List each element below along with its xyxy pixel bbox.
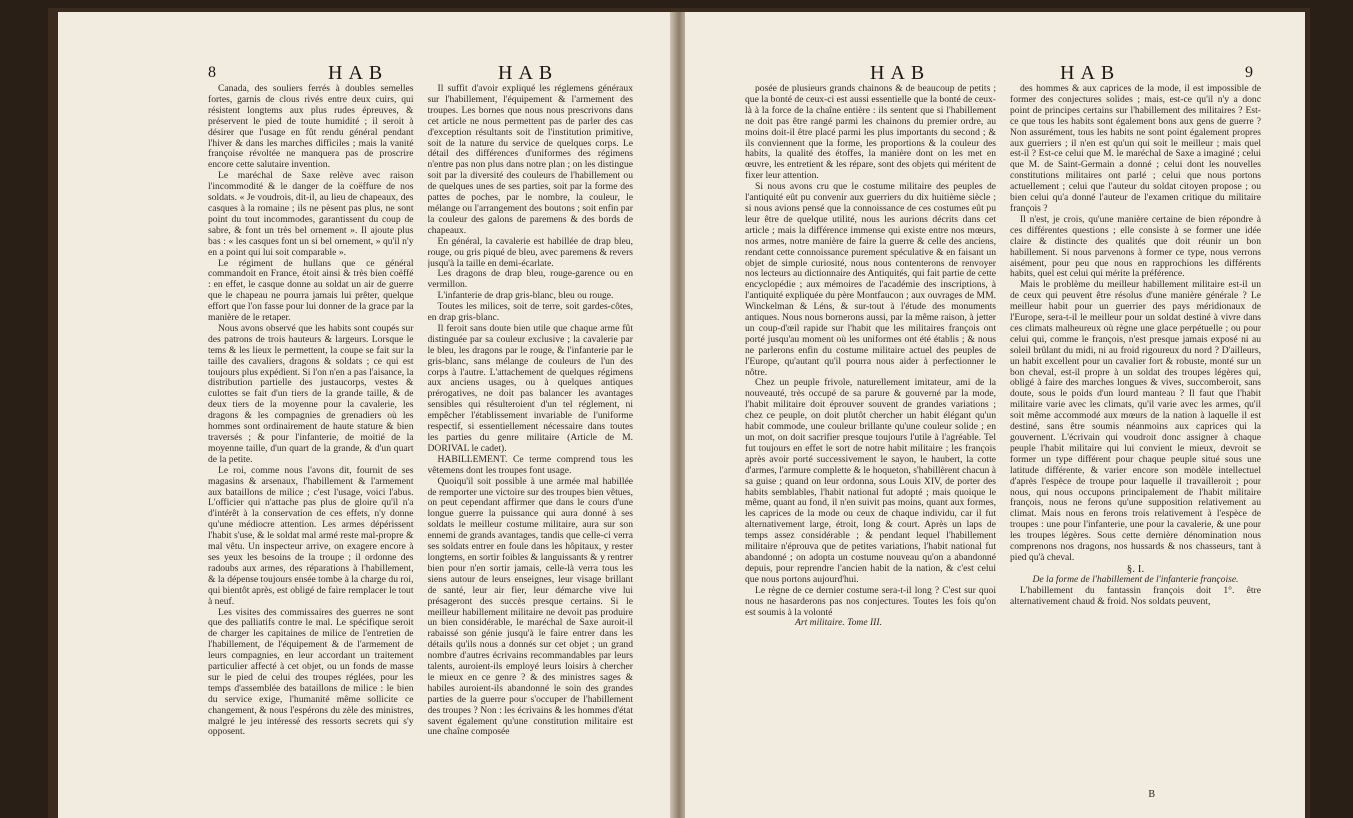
paragraph: Les visites des commissaires des guerres ne sont que des palliatifs contre le mal. Le spécifique seroit de charger les capitaines de milice de l'entretien de l'habillement, de l'équipement & de l'armement de leurs compagnies, en leur accordant un traitement particulier affecté à cet objet, ou un fonds de masse sur le pied de celui des troupes réglées, pour les temps d'assemblée des bataillons de milice : le bien du service exige, l'humanité même sollicite ce changement, & nous l'espérons du zèle des ministres, malgré le jeu intéressé des ressorts secrets qui s'y opposent. (208, 606, 414, 738)
right-column-1-body (745, 84, 996, 618)
running-head-right-2: HAB (1060, 62, 1121, 84)
running-head-left-2: HAB (498, 62, 559, 84)
paragraph: HABILLEMENT. Ce terme comprend tous les vêtemens dont les troupes font usage. (427, 453, 633, 476)
paragraph: des hommes & aux caprices de la mode, il est impossible de former des conjectures solides ; mais, est-ce qu'il n'y a donc point de principes certains sur l'habillement des militaires ? Est-ce que tous les habits sont également bons aux gens de guerre ? Non assurément, tous les habits ne sont point également propres aux guerriers ; il n'en est qu'un qui soit le meilleur ; mais quel est-il ? Est-ce celui que M. le maréchal de Saxe a imaginé ; celui que M. de Saint-Germain a donné ; celui dont les nouvelles constitutions militaires ont parlé ; celui que nous portons actuellement ; celui que l'auteur du soldat citoyen propose ; ou bien celui qu'a donné l'auteur de l'examen critique du militaire françois ? (1010, 84, 1261, 214)
left-column-1 (208, 84, 414, 774)
running-head-right: HAB (870, 62, 931, 84)
paragraph: Canada, des souliers ferrés à doubles semelles fortes, garnis de clous rivés entre deux cuirs, qui résistent longtems aux plus rudes épreuves, & préservent le pied de toute humidité ; il seroit à désirer que l'usage en fût rendu général pendant l'hiver & dans les marches difficiles ; mais la vanité françoise révoltée ne manquera pas de proscrire encore cette salutaire invention. (208, 84, 414, 171)
signature-mark: B (1148, 789, 1155, 800)
paragraph: Il n'est, je crois, qu'une manière certaine de bien répondre à ces différentes questions ; elle consiste à se former une idée claire & distincte des qualités que doit réunir un bon habillement. Si nous parvenons à former ce type, nous verrons aisément, pour peu que nous en rapprochions les différents habits, quel est celui qui mérite la préférence. (1010, 213, 1261, 280)
paragraph: Le règne de ce dernier costume sera-t-il long ? C'est sur quoi nous ne hasarderons pas nos conjectures. Toutes les fois qu'on est soumis à la volonté (745, 584, 996, 618)
paragraph: posée de plusieurs grands chainons & de beaucoup de petits ; que la bonté de ceux-ci est aussi essentielle que la bonté de ceux-là à la force de la chaîne entière : ils sentent que si l'habillement ne doit pas être rangé parmi les chainons du premier ordre, au moins doit-il être placé parmi les plus importants du second ; & ils conviennent que la forme, les proportions & la couleur des habits, la qualité des étoffes, la manière dont on les met en œuvre, les entretient & les répare, sont des objets qui méritent de fixer leur attention. (745, 84, 996, 182)
left-column-2 (428, 84, 634, 774)
paragraph: Le maréchal de Saxe relève avec raison l'incommodité & le danger de la coëffure de nos soldats. « Je voudrois, dit-il, au lieu de chapeaux, des casques à la romaine ; ils ne pèsent pas plus, ne sont point du tout incommodes, garantissent du coup de sabre, & font un très bel ornement ». Il ajoute plus bas : « les casques font un si bel ornement, » qu'il n'y en a point qui lui soit comparable ». (208, 170, 414, 258)
paragraph: Chez un peuple frivole, naturellement imitateur, ami de la nouveauté, très occupé de sa parure & gouverné par la mode, l'habit militaire doit éprouver souvent de grandes variations ; chez ce peuple, on doit plutôt chercher un habit élégant qu'un habit commode, une couleur brillante qu'une couleur solide ; en un mot, on doit sacrifier presque toujours l'utile à l'agréable. Tel fut toujours en effet le sort de notre habit militaire ; les françois après avoir porté successivement le sayon, le haubert, la cotte d'armes, l'armure complette & le hoqueton, s'habillèrent chacun à sa guise ; quand on leur ordonna, sous Louis XIV, de porter des habits semblables, l'habit national fut adopté ; mais quoique le même, quant au fond, il n'en suivit pas moins, quant aux formes, les caprices de la mode ou ceux de chaque individu, car il fut alternativement large, étroit, long & court. Après un laps de temps assez considérable ; & pendant lequel l'habillement militaire n'éprouva que de petites variations, l'habit national fut abandonné ; on adopta un costume nouveau qu'on a abandonné depuis, pour reprendre l'ancien habit de la nation, & c'est celui que nous portons aujourd'hui. (745, 377, 996, 585)
book (48, 8, 1310, 818)
left-page (58, 12, 673, 818)
paragraph: Le régiment de hullans que ce général commandoit en France, étoit ainsi & très bien coëffé : en effet, le casque donne au soldat un air de guerre que le chapeau ne pourra jamais lui prêter, quelque effort que l'on fasse pour lui donner de la grace par la manière de le retaper. (208, 257, 414, 324)
paragraph: Le roi, comme nous l'avons dit, fournit de ses magasins & arsenaux, l'habillement & l'armement aux bataillons de milice ; c'est l'usage, voici l'abus. L'officier qui n'attache pas plus de gloire qu'il n'a d'intérêt à la conservation de ces effets, n'y donne qu'une médiocre attention. Les armes dépérissent l'habit s'use, & le soldat mal armé reste mal-propre & mal vêtu. Un inspecteur arrive, on exagere encore à ses yeux les besoins de la troupe ; il ordonne des radoubs aux armes, des réparations à l'habillement, & la dépense toujours ensée tombe à la charge du roi, qui bientôt après, est obligé de faire remplacer le tout à neuf. (208, 464, 414, 607)
right-column-1 (745, 84, 996, 774)
right-columns (745, 84, 1261, 774)
paragraph: Mais le problème du meilleur habillement militaire est-il un de ceux qui peuvent être résolus d'une manière générale ? Le meilleur habit pour un guerrier des pays méridionaux de l'Europe, sera-t-il le meilleur pour un soldat destiné à vivre dans ces climats malheureux où règne une glace perpétuelle ; ou pour celui qui, comme le françois, n'est presque jamais exposé ni au soleil brûlant du midi, ni au froid rigoureux du nord ? D'ailleurs, un habit excellent pour un cavalier fort & robuste, monté sur un bon cheval, est-il propre à un soldat des troupes légères qui, obligé à faire des marches longues & vives, succomberoit, sans doute, sous le poids d'un lourd manteau ? Il faut que l'habit militaire varie avec les climats, qu'il varie avec les armes, qu'il soit même accommodé aux mœurs de la nation à laquelle il est destiné, sans être soumis néanmoins aux caprices qui la gouvernent. L'écrivain qui voudroit donc assigner à chaque peuple l'habit militaire qui lui convient le mieux, devroit se former un type différent pour chaque peuple situé sous une latitude différente, & varier encore son modèle intellectuel d'après l'espèce de troupe pour laquelle il travailleroit ; pour nous, qui nous occupons principalement de l'habit militaire françois, nous ne ferons qu'une supposition relativement au climat. Mais nous en ferons trois relativement à l'espèce de troupes : une pour l'infanterie, une pour la cavalerie, & une pour les troupes légères. Sous cette dernière dénomination nous comprenons nos dragons, nos hussards & nos chasseurs, tant à pied qu'à cheval. (1010, 279, 1261, 563)
right-column-2 (1010, 84, 1261, 774)
paragraph: En général, la cavalerie est habillée de drap bleu, rouge, ou gris piqué de bleu, avec paremens & revers jusqu'à la taille en demi-écarlate. (427, 235, 633, 269)
paragraph: Toutes les milices, soit de terre, soit gardes-côtes, en drap gris-blanc. (427, 301, 633, 324)
page-number-left: 8 (208, 64, 216, 81)
running-head-left: HAB (328, 62, 389, 84)
paragraph: Si nous avons cru que le costume militaire des peuples de l'antiquité eût pu convenir aux guerriers du dix huitième siècle ; si nous avions pensé que la connoissance de ces costumes eût pu leur être de quelque utilité, nous les aurions décrits dans cet article ; mais la différence immense qui existe entre nos mœurs, nos armes, notre manière de faire la guerre & celle des anciens, rendant cette connoissance purement spéculative & en faisant un objet de simple curiosité, nous nous contenterons de renvoyer nos lecteurs au dictionnaire des Antiquités, qui fait partie de cette encyclopédie ; aux mémoires de l'académie des inscriptions, à l'antiquité expliquée du père Montfaucon ; aux ouvrages de MM. Winckelman & Léns, & sur-tout à l'étude des monuments antiques. Nous nous bornerons aussi, par la même raison, à jetter un coup-d'œil rapide sur l'habit que les militaires françois ont porté jusqu'au moment où les uniformes ont été établis ; & nous ne parlerons enfin du costume militaire actuel des peuples de l'Europe, qu'autant qu'il pourra nous aider à perfectionner le nôtre. (745, 181, 996, 378)
right-page (685, 12, 1305, 818)
left-columns (208, 84, 633, 774)
page-number-right: 9 (1245, 64, 1253, 81)
paragraph: Nous avons observé que les habits sont coupés sur des patrons de trois hauteurs & largeurs. Lorsque le tems & les lieux le permettent, la coupe se fait sur la taille des cavaliers, dragons & soldats ; ce qui est toujours plus expédient. Si l'on n'en a pas l'aisance, la distribution partielle des justaucorps, vestes & culottes se fait d'un tiers de la grande taille, & de deux tiers de la moyenne pour la cavalerie, les dragons & les compagnies de grenadiers où les hommes sont ordinairement de haute stature & bien traversés ; & pour l'infanterie, de moitié de la moyenne taille, d'un quart de la grande, & d'un quart de la petite. (208, 322, 414, 465)
section-first-paragraph: L'habillement du fantassin françois doit 1°. être alternativement chaud & froid. Nos soldats peuvent, (1010, 584, 1261, 607)
right-column-2-body (1010, 84, 1261, 564)
volume-footer: Art militaire. Tome III. (795, 617, 882, 629)
paragraph: Les dragons de drap bleu, rouge-garence ou en vermillon. (427, 268, 633, 291)
paragraph: Quoiqu'il soit possible à une armée mal habillée de remporter une victoire sur des troupes bien vêtues, on peut cependant affirmer que dans le cours d'une longue guerre la puissance qui aura donné à ses soldats le meilleur costume militaire, aura sur son ennemi de grands avantages, tandis que celle-ci verra ses soldats entrer en foule dans les hôpitaux, y rester longtems, en sortir foibles & languissants & y rentrer bien pour n'en sortir jamais, celle-là verra tous les siens autour de leurs enseignes, leur visage brillant de santé, leur air fier, leur démarche vive lui présageront des succès presque certains. Si le meilleur habillement militaire ne devoit pas produire un bien considérable, le maréchal de Saxe auroit-il rabaissé son génie jusqu'à le faire entrer dans les détails qu'ils nous a donnés sur cet objet ; un grand nombre d'autres écrivains recommandables par leurs talents, auroient-ils employé leurs loisirs à chercher le mieux en ce genre ? & des ministres sages & habiles auroient-ils abandonné le soin des grandes parties de la guerre pour s'occuper de l'habillement des troupes ? Non : les écrivains & les hommes d'état savent également qu'une constitution militaire est une chaîne composée (427, 475, 633, 738)
paragraph: Il suffit d'avoir expliqué les réglemens généraux sur l'habillement, l'équipement & l'armement des troupes. Les bornes que nous nous prescrivons dans cet article ne nous permettent pas de parler des cas d'exception résultants soit de l'institution primitive, soit de la nature du service de quelques corps. Le détail des différences d'uniformes des régimens n'entre pas non plus dans notre plan ; on les distingue soit par la diversité des couleurs de l'habillement ou de quelques unes de ses parties, soit par la forme des pattes de poches, par le nombre, la couleur, le mélange ou l'arrangement des boutons ; soit enfin par la couleur des galons de paremens & des bords de chapeaux. (427, 84, 633, 236)
paragraph: Il feroit sans doute bien utile que chaque arme fût distinguée par sa couleur exclusive ; la cavalerie par le bleu, les dragons par le rouge, & l'infanterie par le gris-blanc, sans mélange de couleurs de l'un des corps à l'autre. L'attachement de quelques régimens aux anciens usages, ou à quelques antiques prérogatives, ne doit pas balancer les avantages sensibles qui résulteroient d'un tel réglement, ni empêcher l'établissement invariable de l'uniforme respectif, si essentiellement nécessaire dans toutes les parties du genre militaire (Article de M. DORIVAL le cadet). (427, 322, 633, 454)
section-title: §. I. (1126, 562, 1145, 575)
paragraph: L'infanterie de drap gris-blanc, bleu ou rouge. (437, 290, 614, 302)
section-subtitle: De la forme de l'habillement de l'infanterie françoise. (1032, 573, 1239, 585)
